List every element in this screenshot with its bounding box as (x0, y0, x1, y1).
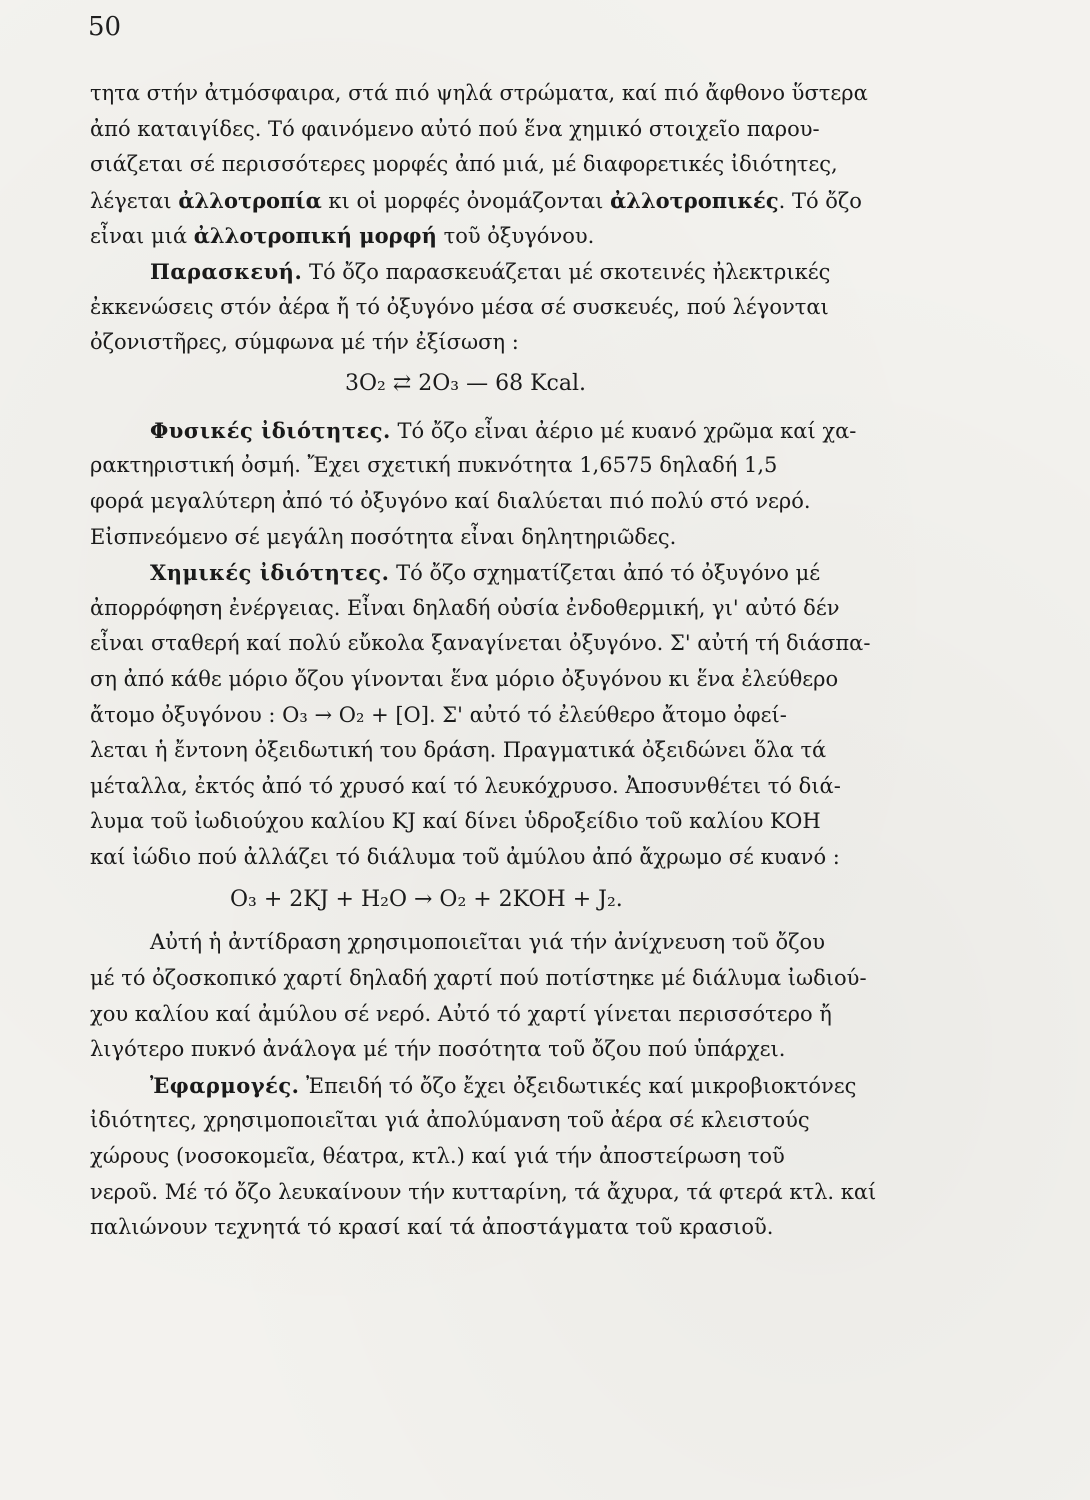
text-line: φορά μεγαλύτερη ἀπό τό ὀξυγόνο καί διαλύεται πιό πολύ στό νερό. (90, 488, 811, 513)
text-line: εἶναι σταθερή καί πολύ εὔκολα ξαναγίνεται ὀξυγόνο. Σ' αὐτή τή διάσπα- (90, 631, 871, 656)
text-line: ἀπό καταιγίδες. Τό φαινόμενο αὐτό πού ἕνα χημικό στοιχεῖο παρου- (90, 116, 820, 141)
text-line: νεροῦ. Μέ τό ὄζο λευκαίνουν τήν κυτταρίνη, τά ἄχυρα, τά φτερά κτλ. καί (90, 1179, 877, 1204)
page-number: 50 (88, 12, 122, 42)
text-fragment: . Τό ὄζο (778, 188, 862, 213)
text-line: τητα στήν ἀτμόσφαιρα, στά πιό ψηλά στρώματα, καί πιό ἄφθονο ὕστερα (90, 81, 868, 105)
text-line: ἐκκενώσεις στόν ἀέρα ἤ τό ὀξυγόνο μέσα σέ συσκευές, πού λέγονται (90, 294, 829, 319)
text-line (90, 555, 970, 591)
text-line: μέταλλα, ἐκτός ἀπό τό χρυσό καί τό λευκόχρυσο. Ἀποσυνθέτει τό διά- (90, 773, 841, 798)
text-fragment: Ἐπειδή τό ὄζο ἔχει ὀξειδωτικές καί μικροβιοκτόνες (299, 1073, 857, 1098)
text-line: χου καλίου καί ἀμύλου σέ νερό. Αὐτό τό χαρτί γίνεται περισσότερο ἤ (90, 1001, 832, 1026)
page-body (90, 76, 970, 1246)
term-allotropic: ἀλλοτροπικές (610, 187, 779, 213)
text-line: ἄτομο ὀξυγόνου : O₃ → O₂ + [O]. Σ' αὐτό τό ἐλεύθερο ἄτομο ὀφεί- (90, 702, 787, 727)
term-allotropy: ἀλλοτροπία (178, 187, 322, 213)
text-line: καί ἰώδιο πού ἀλλάζει τό διάλυμα τοῦ ἀμύλου ἀπό ἄχρωμο σέ κυανό : (90, 844, 840, 869)
text-line: παλιώνουν τεχνητά τό κρασί καί τά ἀποστάγματα τοῦ κρασιοῦ. (90, 1215, 774, 1240)
text-line: λιγότερο πυκνό ἀνάλογα μέ τήν ποσότητα τοῦ ὄζου πού ὑπάρχει. (90, 1037, 786, 1062)
text-line (90, 254, 970, 290)
term-allotropic-form: ἀλλοτροπική μορφή (193, 223, 437, 249)
section-heading-chemical-properties: Χημικές ἰδιότητες. (150, 560, 390, 586)
text-line: ἰδιότητες, χρησιμοποιεῖται γιά ἀπολύμανση τοῦ ἀέρα σέ κλειστούς (90, 1108, 810, 1133)
text-line: λυμα τοῦ ἰωδιούχου καλίου KJ καί δίνει ὑδροξείδιο τοῦ καλίου KOH (90, 809, 821, 834)
text-line: μέ τό ὀζοσκοπικό χαρτί δηλαδή χαρτί πού ποτίστηκε μέ διάλυμα ἰωδιού- (90, 966, 867, 991)
text-line (90, 413, 970, 449)
section-heading-preparation: Παρασκευή. (150, 258, 303, 284)
section-heading-physical-properties: Φυσικές ἰδιότητες. (150, 417, 391, 443)
text-fragment: τοῦ ὀξυγόνου. (436, 224, 595, 249)
text-line: λεται ἡ ἔντονη ὀξειδωτική του δράση. Πραγματικά ὀξειδώνει ὅλα τά (90, 738, 827, 763)
text-fragment: κι οἱ μορφές ὀνομάζονται (321, 188, 611, 213)
text-fragment: Τό ὄζο παρασκευάζεται μέ σκοτεινές ἠλεκτρικές (302, 259, 831, 284)
text-fragment: Τό ὄζο σχηματίζεται ἀπό τό ὀξυγόνο μέ (389, 561, 821, 586)
text-line (90, 1068, 970, 1104)
text-line: ση ἀπό κάθε μόριο ὄζου γίνονται ἕνα μόριο ὀξυγόνου κι ἕνα ἐλεύθερο (90, 666, 839, 691)
text-line (90, 183, 970, 219)
text-fragment: εἶναι μιά (90, 224, 194, 249)
text-fragment: λέγεται (90, 188, 179, 213)
section-heading-applications: Ἐφαρμογές. (150, 1072, 300, 1098)
text-line (90, 218, 970, 254)
text-fragment: Τό ὄζο εἶναι ἀέριο μέ κυανό χρῶμα καί χα- (390, 418, 857, 443)
text-line: Αὐτή ἡ ἀντίδραση χρησιμοποιεῖται γιά τήν ἀνίχνευση τοῦ ὄζου (150, 930, 825, 955)
text-line: ὀζονιστῆρες, σύμφωνα μέ τήν ἐξίσωση : (90, 330, 519, 355)
text-line: Εἰσπνεόμενο σέ μεγάλη ποσότητα εἶναι δηλητηριῶδες. (90, 524, 677, 549)
text-line: σιάζεται σέ περισσότερες μορφές ἀπό μιά, μέ διαφορετικές ἰδιότητες, (90, 152, 838, 177)
text-line: ρακτηριστική ὀσμή. Ἔχει σχετική πυκνότητα 1,6575 δηλαδή 1,5 (90, 453, 778, 478)
text-line: ἀπορρόφηση ἐνέργειας. Εἶναι δηλαδή οὐσία ἐνδοθερμική, γι' αὐτό δέν (90, 595, 840, 620)
equation-ozone-formation: 3O₂ ⇄ 2O₃ — 68 Kcal. (345, 370, 587, 396)
text-line: χώρους (νοσοκομεῖα, θέατρα, κτλ.) καί γιά τήν ἀποστείρωση τοῦ (90, 1144, 785, 1169)
equation-iodide-reaction: O₃ + 2KJ + H₂O → O₂ + 2KOH + J₂. (230, 887, 623, 913)
